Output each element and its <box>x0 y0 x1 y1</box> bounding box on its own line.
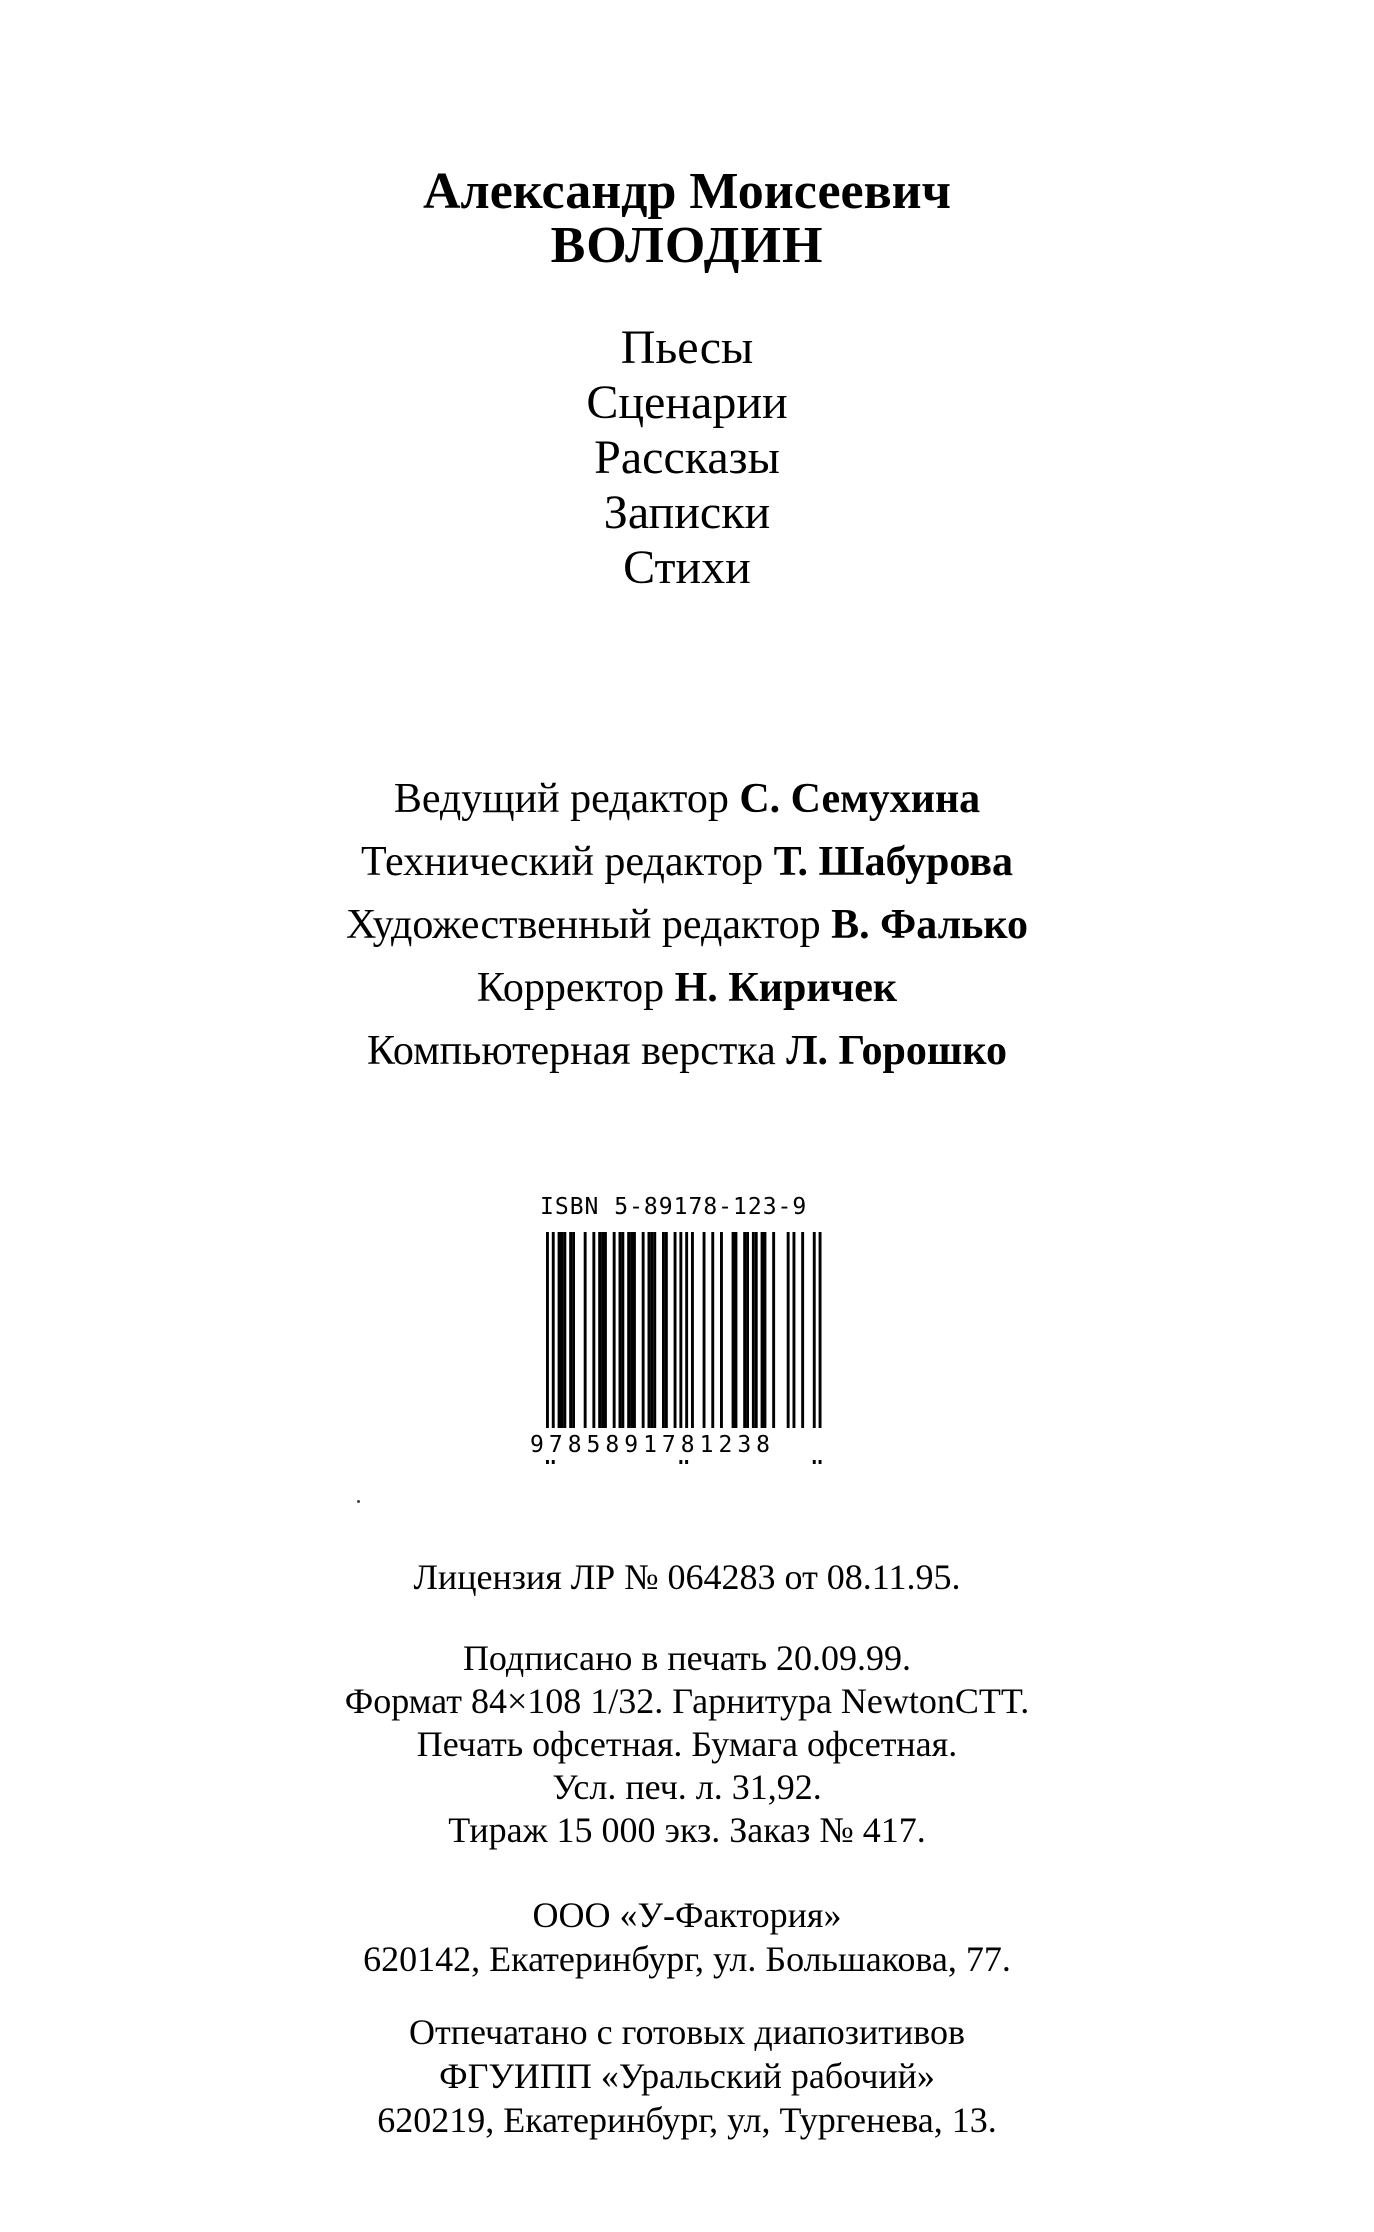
barcode-bar <box>601 1232 604 1428</box>
barcode-bar <box>703 1232 706 1428</box>
barcode-bar <box>563 1232 566 1428</box>
printer-line: 620219, Екатеринбург, ул, Тургенева, 13. <box>377 2100 997 2140</box>
barcode-bar <box>613 1232 616 1428</box>
credit-row <box>0 768 1374 831</box>
barcode-bar <box>801 1232 804 1428</box>
license-line: Лицензия ЛР № 064283 от 08.11.95. <box>413 1557 961 1597</box>
barcode-bar <box>592 1232 595 1428</box>
barcode-bar <box>787 1232 790 1428</box>
barcode-bar <box>561 1232 564 1428</box>
barcode-bar <box>572 1232 575 1428</box>
barcode-bar <box>621 1232 624 1428</box>
credit-role: Технический редактор <box>361 839 764 885</box>
genre-item: Стихи <box>623 541 751 594</box>
publisher-line: 620142, Екатеринбург, ул. Большакова, 77. <box>363 1939 1011 1979</box>
genre-item: Пьесы <box>620 321 754 374</box>
credit-name: Н. Киричек <box>674 965 898 1011</box>
barcode-bar <box>558 1232 561 1428</box>
barcode-bar <box>674 1232 677 1428</box>
barcode-bar <box>793 1232 796 1428</box>
genre-item: Сценарии <box>586 376 788 429</box>
credit-row <box>0 894 1374 957</box>
credit-name: В. Фалько <box>831 902 1028 948</box>
barcode-bar <box>755 1232 758 1428</box>
print-info-line: Подписано в печать 20.09.99. <box>462 1638 912 1678</box>
barcode-bar <box>711 1232 714 1428</box>
barcode-bar <box>662 1232 665 1428</box>
barcode-bar <box>633 1232 636 1428</box>
barcode-bar <box>761 1232 764 1428</box>
credit-row <box>0 957 1374 1020</box>
print-info-line: Печать офсетная. Бумага офсетная. <box>416 1724 958 1764</box>
barcode-bar <box>619 1232 622 1428</box>
barcode-bar <box>604 1232 607 1428</box>
barcode-bar <box>642 1232 645 1428</box>
credit-row <box>0 1020 1374 1083</box>
isbn-barcode <box>528 1192 838 1470</box>
print-info-line: Формат 84×108 1/32. Гарнитура NewtonCTT. <box>344 1681 1030 1721</box>
credit-name: С. Семухина <box>739 776 981 822</box>
barcode-bar <box>665 1232 668 1428</box>
publisher-info <box>0 1893 1374 1981</box>
credit-row <box>0 831 1374 894</box>
barcode-bar <box>764 1232 767 1428</box>
credit-role: Художественный редактор <box>346 902 821 948</box>
barcode-bar <box>746 1232 749 1428</box>
author-name: Александр Моисеевич <box>423 163 951 220</box>
credit-role: Компьютерная верстка <box>366 1028 776 1074</box>
credit-name: Т. Шабурова <box>773 839 1013 885</box>
barcode-bar <box>648 1232 651 1428</box>
barcode-bar <box>653 1232 656 1428</box>
barcode-bar <box>691 1232 694 1428</box>
print-info-line: Усл. печ. л. 31,92. <box>552 1767 822 1807</box>
barcode-bar <box>743 1232 746 1428</box>
printer-line: Отпечатано с готовых диапозитивов <box>408 2012 966 2052</box>
print-speck <box>357 1500 360 1503</box>
barcode-bar <box>752 1232 755 1428</box>
printer-info <box>0 2010 1374 2142</box>
barcode-bar <box>627 1232 630 1428</box>
publisher-line: ООО «У-Фактория» <box>532 1895 842 1935</box>
author-surname: ВОЛОДИН <box>550 217 824 274</box>
barcode-bar <box>650 1232 653 1428</box>
genre-item: Записки <box>603 486 771 539</box>
barcode-bar <box>630 1232 633 1428</box>
credit-name: Л. Горошко <box>786 1028 1008 1074</box>
print-info <box>0 1637 1374 1852</box>
barcode-bar <box>598 1232 601 1428</box>
credit-role: Корректор <box>476 965 665 1011</box>
barcode-bar <box>772 1232 775 1428</box>
isbn-label: ISBN 5-89178-123-9 <box>540 1194 808 1220</box>
genre-list <box>0 320 1374 595</box>
print-info-line: Тираж 15 000 экз. Заказ № 417. <box>448 1810 926 1850</box>
barcode-bar <box>735 1232 738 1428</box>
barcode-bar <box>720 1232 723 1428</box>
credit-role: Ведущий редактор <box>393 776 729 822</box>
ean-digits: 9785891781238 <box>530 1432 776 1458</box>
barcode-bar <box>569 1232 572 1428</box>
barcode-bar <box>584 1232 587 1428</box>
genre-item: Рассказы <box>594 431 780 484</box>
printer-line: ФГУИПП «Уральский рабочий» <box>439 2056 935 2096</box>
credits-list <box>0 768 1374 1083</box>
barcode-bar <box>732 1232 735 1428</box>
